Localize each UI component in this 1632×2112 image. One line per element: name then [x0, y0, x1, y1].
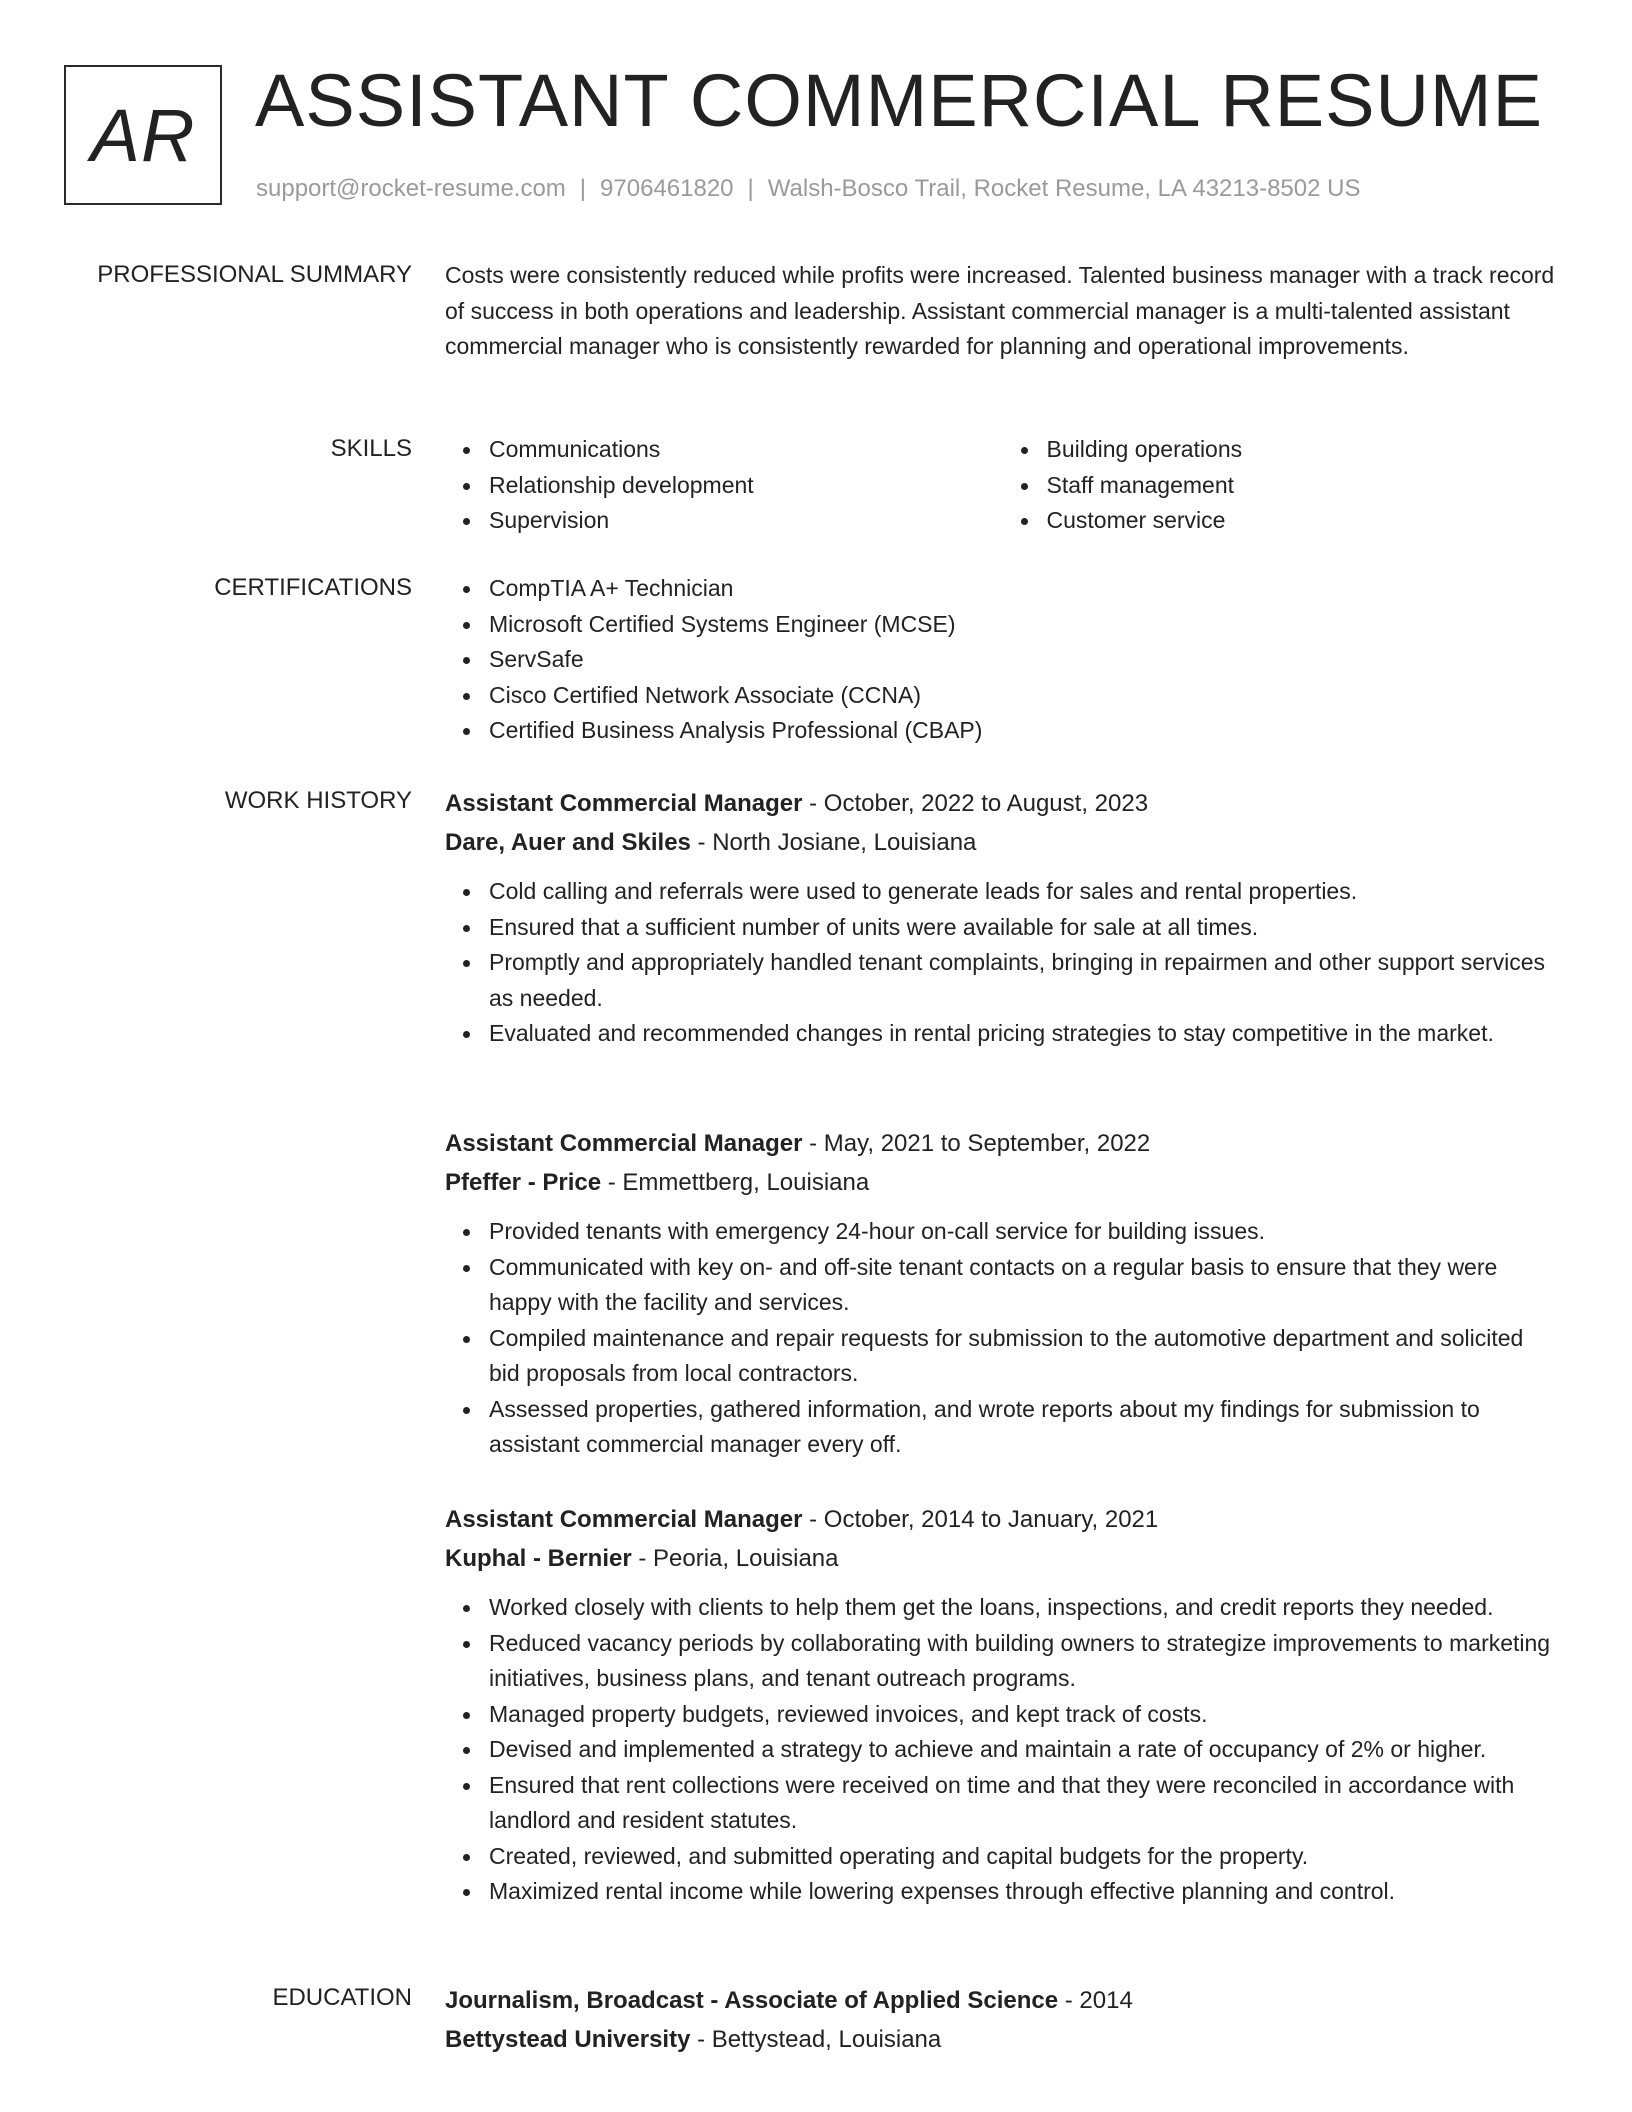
skill-item: Building operations — [1047, 432, 1561, 468]
certifications-list — [445, 571, 1560, 749]
certification-item: CompTIA A+ Technician — [489, 571, 1560, 607]
education-body — [445, 1981, 1560, 2059]
job-bullets — [445, 1590, 1560, 1910]
skills-list-right — [1003, 432, 1561, 539]
job-bullet: Reduced vacancy periods by collaborating with building owners to strategize improvements to marketing initiatives, business plans, and tenant outreach programs. — [489, 1626, 1560, 1697]
skill-item: Customer service — [1047, 503, 1561, 539]
contact-phone[interactable]: 9706461820 — [600, 175, 734, 202]
job-bullet: Maximized rental income while lowering expenses through effective planning and control. — [489, 1874, 1560, 1910]
job-bullets — [445, 1214, 1560, 1463]
contact-separator: | — [579, 175, 587, 202]
job-entry — [445, 1500, 1560, 1910]
skill-item: Communications — [489, 432, 1003, 468]
job-company: Pfeffer - Price — [445, 1169, 602, 1196]
job-bullet: Compiled maintenance and repair requests for submission to the automotive department and solicited bid proposals from local contractors. — [489, 1321, 1560, 1392]
contact-separator: | — [747, 175, 754, 202]
job-company-line — [445, 1163, 1560, 1202]
skill-item: Staff management — [1047, 468, 1561, 504]
job-location: - Emmettberg, Louisiana — [601, 1169, 870, 1196]
education-degree: Journalism, Broadcast - Associate of Applied Science — [445, 1987, 1059, 2014]
job-company-line — [445, 823, 1560, 862]
job-bullet: Evaluated and recommended changes in rental pricing strategies to stay competitive in the market. — [489, 1016, 1560, 1052]
job-company-line — [445, 1539, 1560, 1578]
resume-title: ASSISTANT COMMERCIAL RESUME — [255, 59, 1543, 142]
education-location: - Bettystead, Louisiana — [690, 2026, 942, 2053]
job-bullet: Worked closely with clients to help them get the loans, inspections, and credit reports they needed. — [489, 1590, 1560, 1626]
job-bullet: Devised and implemented a strategy to achieve and maintain a rate of occupancy of 2% or higher. — [489, 1732, 1560, 1768]
job-title: Assistant Commercial Manager — [445, 1130, 803, 1157]
job-bullet: Communicated with key on- and off-site tenant contacts on a regular basis to ensure that they were happy with the facility and services. — [489, 1250, 1560, 1321]
summary-body — [445, 258, 1560, 365]
job-bullets — [445, 874, 1560, 1052]
certification-item: Cisco Certified Network Associate (CCNA) — [489, 678, 1560, 714]
contact-address: Walsh-Bosco Trail, Rocket Resume, LA 43213-8502 US — [767, 175, 1361, 202]
job-bullet: Provided tenants with emergency 24-hour on-call service for building issues. — [489, 1214, 1560, 1250]
job-title-line — [445, 1500, 1560, 1539]
contact-email[interactable]: support@rocket-resume.com — [256, 175, 566, 202]
skill-item: Supervision — [489, 503, 1003, 539]
education-year: - 2014 — [1058, 1987, 1133, 2014]
job-bullet: Managed property budgets, reviewed invoices, and kept track of costs. — [489, 1697, 1560, 1733]
job-bullet: Assessed properties, gathered information, and wrote reports about my findings for submission to assistant commercial manager every off. — [489, 1392, 1560, 1463]
summary-text: Costs were consistently reduced while profits were increased. Talented business manager with a track record of success in both operations and leadership. Assistant commercial manager is a multi-talented assistant commercial manager who is consistently rewarded for planning and operational improvements. — [445, 262, 1555, 359]
skill-item: Relationship development — [489, 468, 1003, 504]
job-location: - North Josiane, Louisiana — [690, 829, 977, 856]
skills-body — [445, 432, 1560, 539]
section-label-education: EDUCATION — [272, 1984, 412, 2011]
job-bullet: Cold calling and referrals were used to generate leads for sales and rental properties. — [489, 874, 1560, 910]
certifications-body — [445, 571, 1560, 749]
job-title: Assistant Commercial Manager — [445, 1506, 803, 1533]
job-bullet: Created, reviewed, and submitted operating and capital budgets for the property. — [489, 1839, 1560, 1875]
job-location: - Peoria, Louisiana — [631, 1545, 839, 1572]
job-company: Kuphal - Bernier — [445, 1545, 632, 1572]
certification-item: Microsoft Certified Systems Engineer (MCSE) — [489, 607, 1560, 643]
education-school: Bettystead University — [445, 2026, 691, 2053]
monogram-initials: AR — [90, 93, 196, 177]
skills-list-left — [445, 432, 1003, 539]
section-label-summary: PROFESSIONAL SUMMARY — [97, 261, 412, 288]
education-degree-line — [445, 1981, 1560, 2020]
job-dates: - October, 2014 to January, 2021 — [802, 1506, 1159, 1533]
job-title-line — [445, 1124, 1560, 1163]
job-bullet: Ensured that a sufficient number of units were available for sale at all times. — [489, 910, 1560, 946]
monogram-badge — [64, 65, 222, 205]
section-label-work-history: WORK HISTORY — [224, 787, 412, 814]
section-label-certifications: CERTIFICATIONS — [214, 574, 412, 601]
job-title-line — [445, 784, 1560, 823]
job-bullet: Ensured that rent collections were received on time and that they were reconciled in accordance with landlord and resident statutes. — [489, 1768, 1560, 1839]
job-bullet: Promptly and appropriately handled tenant complaints, bringing in repairmen and other support services as needed. — [489, 945, 1560, 1016]
job-company: Dare, Auer and Skiles — [445, 829, 691, 856]
job-entry — [445, 784, 1560, 1052]
section-label-skills: SKILLS — [330, 435, 412, 462]
job-title: Assistant Commercial Manager — [445, 790, 803, 817]
job-dates: - October, 2022 to August, 2023 — [802, 790, 1149, 817]
certification-item: Certified Business Analysis Professional (CBAP) — [489, 713, 1560, 749]
contact-line — [256, 173, 1360, 205]
certification-item: ServSafe — [489, 642, 1560, 678]
job-dates: - May, 2021 to September, 2022 — [802, 1130, 1151, 1157]
education-school-line — [445, 2020, 1560, 2059]
job-entry — [445, 1124, 1560, 1463]
